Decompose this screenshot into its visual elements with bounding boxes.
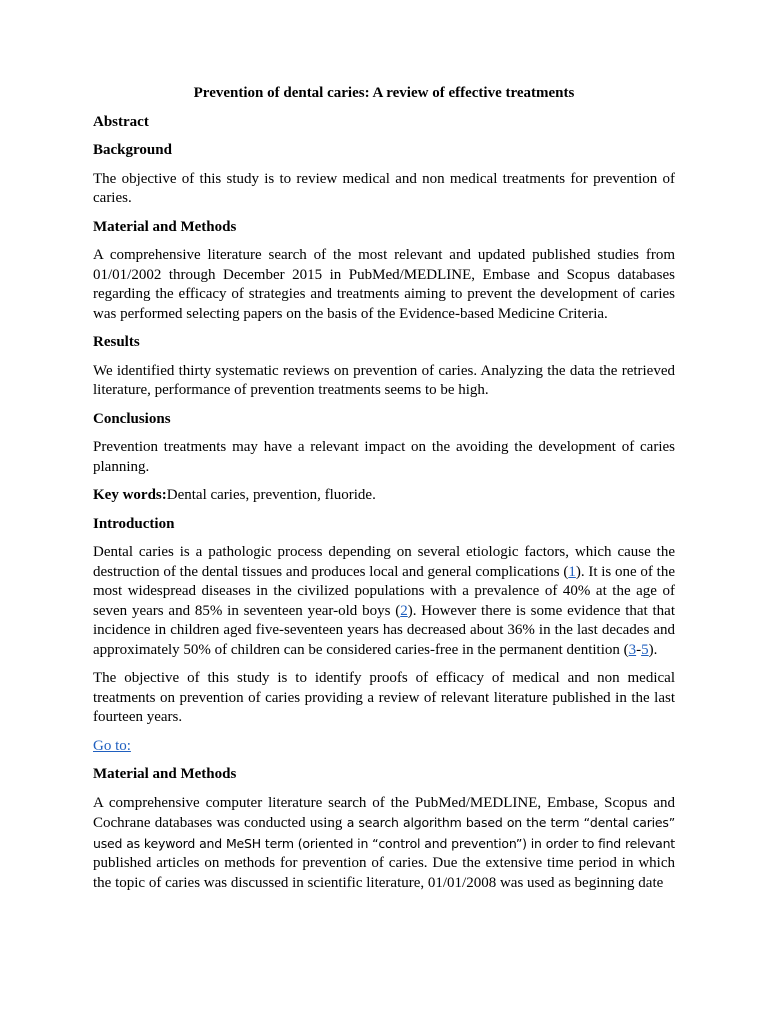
results-heading: Results — [93, 334, 140, 350]
intro-text-part-d: ). — [648, 641, 658, 658]
background-heading: Background — [93, 142, 172, 158]
material-methods-text — [93, 794, 675, 894]
intro-text-part-b: ). It is one of the most widespread diseases in the civilized populations with a prevalence of 40% at the age of seven years and 85% in seventeen year-old boys ( — [93, 563, 675, 619]
material-methods-text-part-b: published articles on methods for prevention of caries. Due the extensive time period in which the topic of caries was discussed in scientific literature, 01/01/2008 was used as beginning date — [93, 855, 675, 891]
material-methods-heading: Material and Methods — [93, 766, 237, 782]
keywords-text: Dental caries, prevention, fluoride. — [166, 487, 376, 503]
document-title: Prevention of dental caries: A review of effective treatments — [193, 85, 575, 101]
introduction-paragraph-1 — [93, 543, 675, 660]
reference-link-3[interactable]: 3 — [628, 641, 637, 658]
keywords-line — [93, 486, 675, 506]
material-methods-search-algorithm-text: a search algorithm based on the term “dental caries” used as keyword and MeSH term (oriented in “control and prevention”) in order to find relevant — [93, 815, 675, 851]
material-methods-text-part-a: A comprehensive computer literature search of the PubMed/MEDLINE, Embase, Scopus and Cochrane databases was conducted using — [93, 794, 675, 831]
reference-range-dash: - — [636, 641, 642, 658]
reference-link-2[interactable]: 2 — [400, 602, 408, 619]
document-page — [93, 84, 675, 902]
conclusions-heading: Conclusions — [93, 410, 171, 427]
intro-text-part-a: Dental caries is a pathologic process depending on several etiologic factors, which cause the destruction of the dental tissues and produces local and general complications ( — [93, 544, 675, 580]
reference-link-5[interactable]: 5 — [641, 641, 649, 658]
background-text: The objective of this study is to review medical and non medical treatments for prevention of caries. — [93, 170, 675, 206]
conclusions-text: Prevention treatments may have a relevant impact on the avoiding the development of caries planning. — [93, 439, 675, 475]
results-text: We identified thirty systematic reviews on prevention of caries. Analyzing the data the retrieved literature, performance of prevention treatments seems to be high. — [93, 362, 675, 398]
abstract-heading: Abstract — [93, 113, 149, 130]
introduction-heading: Introduction — [93, 515, 175, 532]
material-methods-abstract-text: A comprehensive literature search of the most relevant and updated published studies from 01/01/2002 through December 2015 in PubMed/MEDLINE, Embase and Scopus databases regarding the efficacy of strategies and treatments aiming to prevent the development of caries was performed selecting papers on the basis of the Evidence-based Medicine Criteria. — [93, 247, 675, 322]
reference-link-1[interactable]: 1 — [568, 563, 576, 580]
material-methods-abstract-heading: Material and Methods — [93, 218, 237, 235]
keywords-label: Key words: — [93, 487, 167, 503]
introduction-paragraph-2: The objective of this study is to identify proofs of efficacy of medical and non medical treatments on prevention of caries providing a review of relevant literature published in the last fourteen years. — [93, 670, 675, 725]
goto-link[interactable]: Go to: — [93, 737, 131, 754]
goto-line — [93, 737, 675, 757]
intro-text-part-c: ). However there is some evidence that that incidence in children aged five-seventeen years has decreased about 36% in the last decades and approximately 50% of children can be considered caries-free in the permanent dentition ( — [93, 602, 676, 658]
